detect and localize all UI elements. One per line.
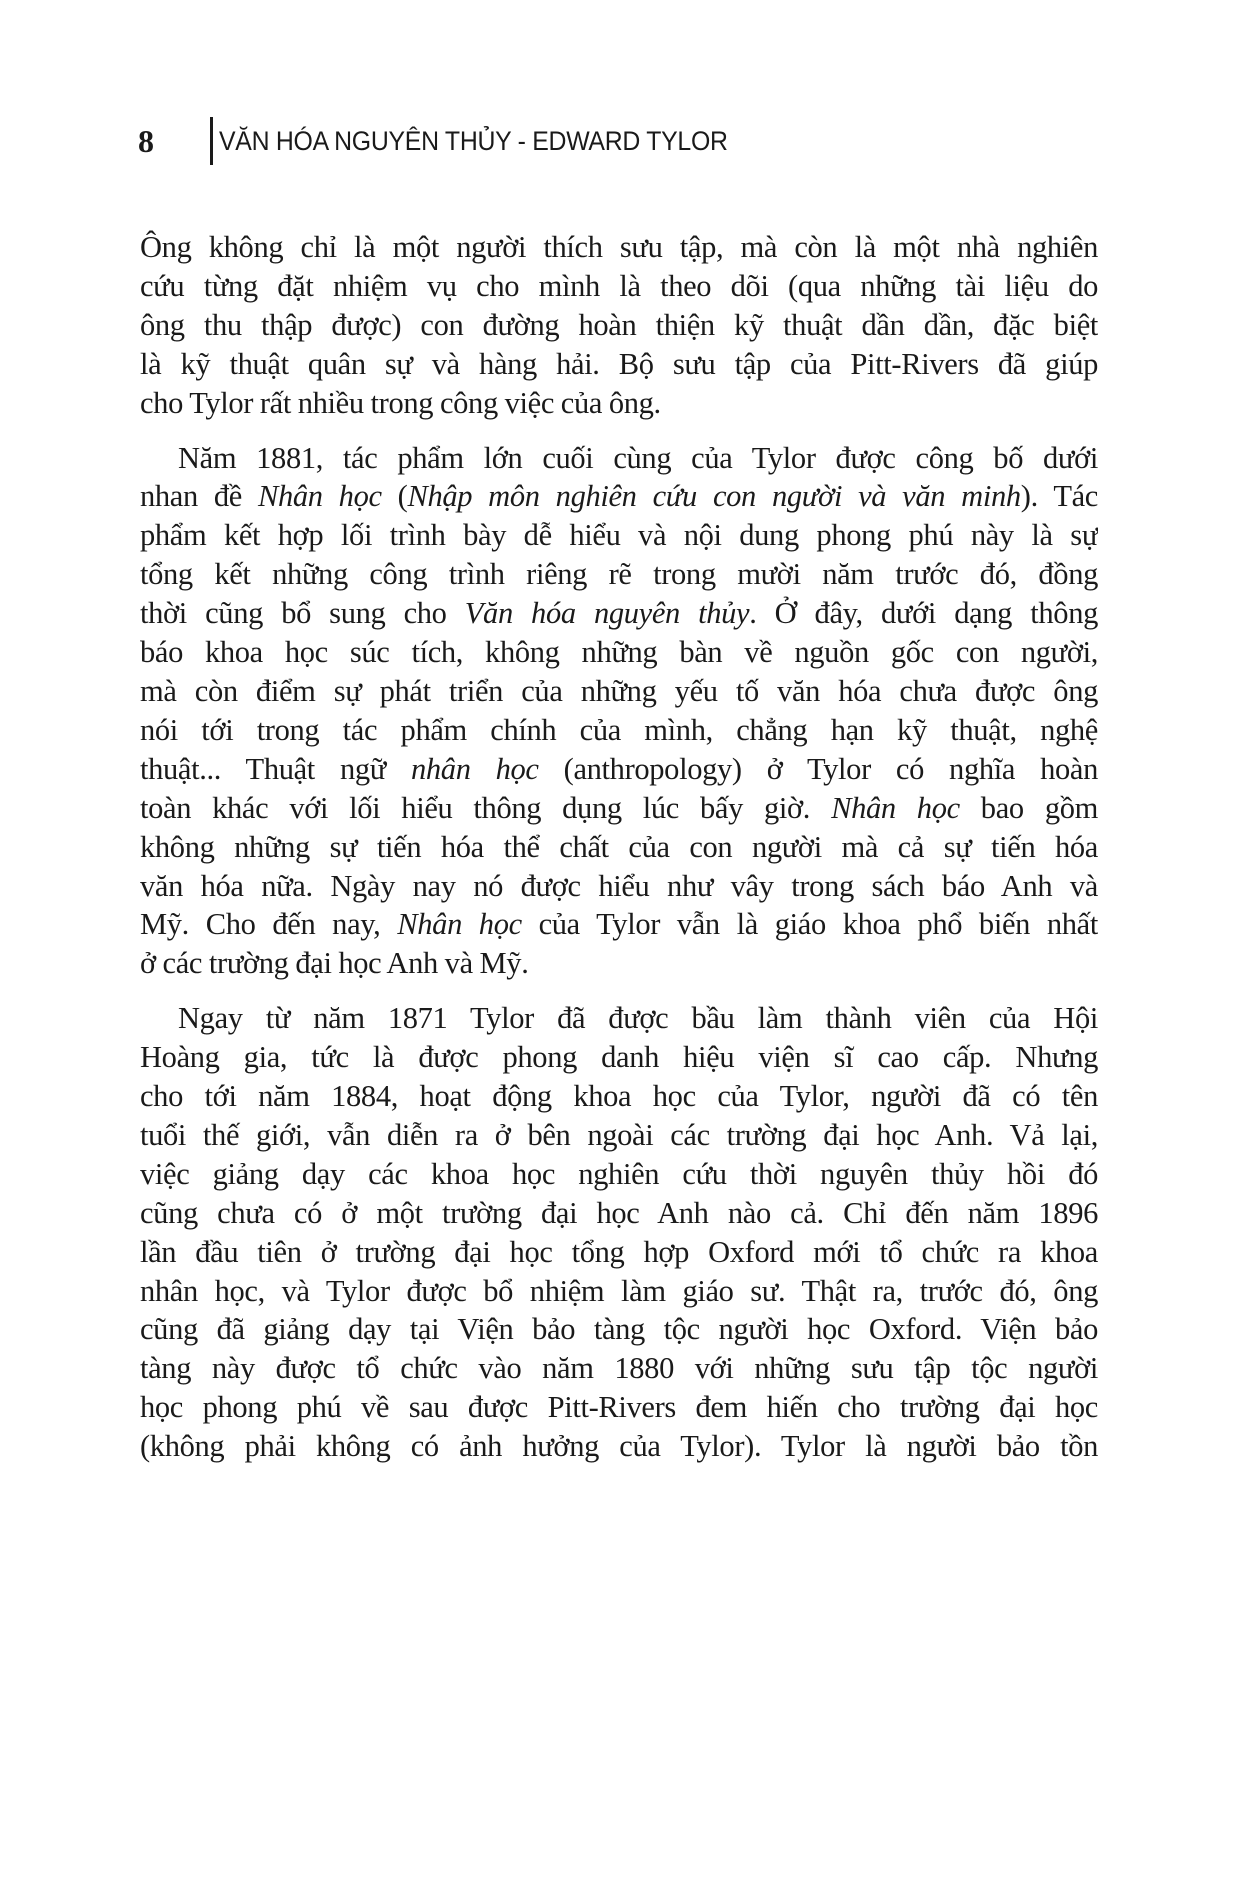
page-header — [138, 118, 772, 164]
text-run: lần đầu tiên ở trường đại học tổng hợp Oxford mới tổ chức ra khoa — [140, 1234, 1098, 1269]
text-line — [140, 905, 1098, 944]
text-line — [140, 384, 1098, 423]
text-line — [140, 1272, 1098, 1311]
text-run: toàn khác với lối hiểu thông dụng lúc bấy giờ. — [140, 790, 832, 825]
text-run: ( — [381, 479, 408, 514]
text-line — [140, 555, 1098, 594]
italic-title: Nhân học — [397, 907, 522, 942]
text-line — [140, 633, 1098, 672]
text-line — [140, 516, 1098, 555]
text-line — [140, 477, 1098, 516]
text-line — [140, 789, 1098, 828]
text-run: cứu từng đặt nhiệm vụ cho mình là theo dõi (qua những tài liệu do — [140, 268, 1098, 303]
text-run: nhân học, và Tylor được bổ nhiệm làm giáo sư. Thật ra, trước đó, ông — [140, 1273, 1098, 1308]
text-line — [140, 345, 1098, 384]
italic-title: Văn hóa nguyên thủy — [464, 596, 750, 631]
text-run: nhan đề — [140, 479, 258, 514]
text-line — [140, 750, 1098, 789]
text-run: bao gồm — [959, 790, 1098, 825]
text-run: ). Tác — [1020, 479, 1098, 514]
italic-title: Nhân học — [257, 479, 382, 514]
text-line — [140, 944, 1098, 983]
paragraph — [140, 999, 1098, 1466]
text-line — [140, 672, 1098, 711]
text-run: văn hóa nữa. Ngày nay nó được hiểu như vây trong sách báo Anh và — [140, 868, 1098, 903]
running-title: VĂN HÓA NGUYÊN THỦY - EDWARD TYLOR — [219, 126, 728, 156]
text-line — [140, 1194, 1098, 1233]
italic-title: Nhân học — [831, 790, 960, 825]
text-run: cũng đã giảng dạy tại Viện bảo tàng tộc người học Oxford. Viện bảo — [140, 1312, 1098, 1347]
text-line — [140, 267, 1098, 306]
text-line — [140, 711, 1098, 750]
paragraph — [140, 228, 1098, 423]
text-line — [140, 306, 1098, 345]
text-run: báo khoa học súc tích, không những bàn về nguồn gốc con người, — [140, 635, 1098, 670]
text-line — [140, 1116, 1098, 1155]
text-line — [140, 999, 1098, 1038]
text-line — [140, 228, 1098, 267]
paragraph — [140, 439, 1098, 984]
text-run: tổng kết những công trình riêng rẽ trong mười năm trước đó, đồng — [140, 557, 1098, 592]
text-run: Hoàng gia, tức là được phong danh hiệu viện sĩ cao cấp. Nhưng — [140, 1040, 1098, 1075]
text-run: cũng chưa có ở một trường đại học Anh nào cả. Chỉ đến năm 1896 — [140, 1195, 1098, 1230]
text-run: (anthropology) ở Tylor có nghĩa hoàn — [538, 751, 1098, 786]
text-run: phẩm kết hợp lối trình bày dễ hiểu và nội dung phong phú này là sự — [140, 518, 1098, 553]
text-line — [140, 1388, 1098, 1427]
text-run: nói tới trong tác phẩm chính của mình, chẳng hạn kỹ thuật, nghệ — [140, 712, 1098, 747]
text-run: học phong phú về sau được Pitt-Rivers đem hiến cho trường đại học — [140, 1390, 1098, 1425]
text-line — [140, 439, 1098, 478]
text-run: tàng này được tổ chức vào năm 1880 với những sưu tập tộc người — [140, 1351, 1098, 1386]
text-run: là kỹ thuật quân sự và hàng hải. Bộ sưu tập của Pitt-Rivers đã giúp — [140, 346, 1098, 381]
text-run: thời cũng bổ sung cho — [140, 596, 465, 631]
text-run: . Ở đây, dưới dạng thông — [749, 596, 1098, 631]
text-line — [140, 1349, 1098, 1388]
text-run: Năm 1881, tác phẩm lớn cuối cùng của Tylor được công bố dưới — [178, 440, 1098, 475]
text-line — [140, 867, 1098, 906]
text-line — [140, 1077, 1098, 1116]
body-text — [140, 228, 1098, 1482]
text-line — [140, 828, 1098, 867]
text-run: mà còn điểm sự phát triển của những yếu tố văn hóa chưa được ông — [140, 673, 1098, 708]
italic-title: Nhập môn nghiên cứu con người và văn minh — [407, 479, 1021, 514]
text-run: ở các trường đại học Anh và Mỹ. — [140, 946, 529, 981]
text-line — [140, 1427, 1098, 1466]
text-run: cho tới năm 1884, hoạt động khoa học của Tylor, người đã có tên — [140, 1079, 1098, 1114]
text-run: không những sự tiến hóa thể chất của con người mà cả sự tiến hóa — [140, 829, 1098, 864]
text-run: Ông không chỉ là một người thích sưu tập, mà còn là một nhà nghiên — [140, 230, 1098, 264]
italic-title: nhân học — [411, 751, 539, 786]
text-run: Mỹ. Cho đến nay, — [140, 907, 398, 942]
page-number: 8 — [138, 123, 154, 159]
text-run: cho Tylor rất nhiều trong công việc của ông. — [140, 385, 661, 420]
text-run: (không phải không có ảnh hưởng của Tylor). Tylor là người bảo tồn — [140, 1429, 1098, 1464]
text-line — [140, 1233, 1098, 1272]
text-run: thuật... Thuật ngữ — [140, 751, 411, 786]
text-line — [140, 1038, 1098, 1077]
text-line — [140, 1310, 1098, 1349]
header-divider — [210, 117, 213, 165]
text-run: tuổi thế giới, vẫn diễn ra ở bên ngoài các trường đại học Anh. Vả lại, — [140, 1117, 1098, 1152]
text-run: của Tylor vẫn là giáo khoa phổ biến nhất — [521, 907, 1098, 942]
text-run: Ngay từ năm 1871 Tylor đã được bầu làm thành viên của Hội — [178, 1001, 1098, 1036]
text-run: ông thu thập được) con đường hoàn thiện kỹ thuật dần dần, đặc biệt — [140, 307, 1098, 342]
text-run: việc giảng dạy các khoa học nghiên cứu thời nguyên thủy hồi đó — [140, 1156, 1098, 1191]
text-line — [140, 1155, 1098, 1194]
text-line — [140, 594, 1098, 633]
